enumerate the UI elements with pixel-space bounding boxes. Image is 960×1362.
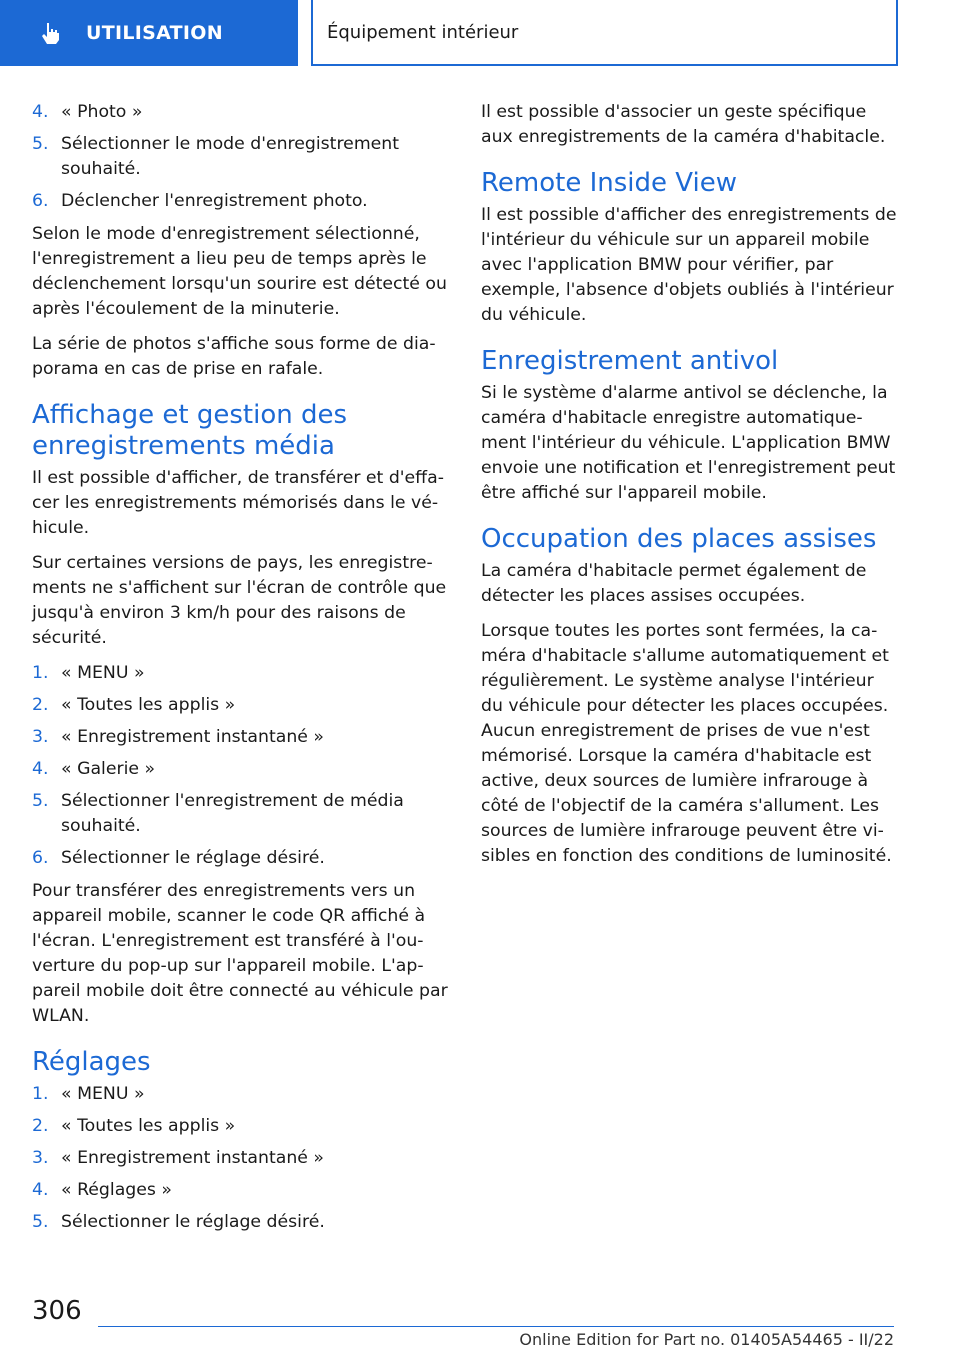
chapter-title: Équipement intérieur	[327, 21, 519, 43]
heading-affichage: Affichage et gestion des enregistrements média	[32, 400, 348, 461]
list-item: 2. « Toutes les applis »	[32, 695, 236, 715]
list-item: 5. Sélectionner le réglage désiré.	[32, 1212, 325, 1232]
paragraph: Selon le mode d'enregistrement sélectionné, l'enregistrement a lieu peu de temps après le déclenchement lorsqu'un sourire est détecté ou après l'écoulement de la minuterie.	[32, 224, 447, 319]
hand-pointer-icon	[38, 20, 64, 46]
list-item: 2. « Toutes les applis »	[32, 1116, 236, 1136]
list-item: 5. Sélectionner l'enregistrement de média souhaité.	[32, 791, 404, 836]
right-column	[481, 100, 899, 879]
list-item: 1. « MENU »	[32, 1084, 145, 1104]
page-number: 306	[32, 1296, 82, 1326]
edition-text: Online Edition for Part no. 01405A54465 - II/22	[519, 1330, 894, 1349]
list-item: 4. « Galerie »	[32, 759, 156, 779]
list-item: 5. Sélectionner le mode d'enregistrement souhaité.	[32, 134, 400, 179]
gallery-steps-list	[32, 661, 450, 871]
list-item: 3. « Enregistrement instantané »	[32, 727, 324, 747]
section-label: UTILISATION	[86, 22, 223, 44]
paragraph: Pour transférer des enregistrements vers un appareil mobile, scanner le code QR affiché à l'écran. L'enregistrement est transféré à l'ouverture du pop-up sur l'appareil mobile. L'appareil mobile doit être connecté au véhicule par WLAN.	[32, 881, 448, 1026]
footer-divider	[98, 1326, 894, 1327]
paragraph: Si le système d'alarme antivol se déclenche, la caméra d'habitacle enregistre automatiquement l'intérieur du véhicule. L'application BMW envoie une notification et l'enregistrement peut être affiché sur l'appareil mobile.	[481, 383, 896, 503]
list-item: 6. Sélectionner le réglage désiré.	[32, 848, 325, 868]
heading-remote-inside-view: Remote Inside View	[481, 168, 737, 198]
section-tab	[0, 0, 298, 66]
heading-occupation: Occupation des places assises	[481, 524, 877, 554]
heading-reglages: Réglages	[32, 1047, 151, 1077]
chapter-header	[311, 0, 898, 66]
list-item: 4. « Photo »	[32, 102, 143, 122]
list-item: 6. Déclencher l'enregistrement photo.	[32, 191, 368, 211]
paragraph: Il est possible d'afficher des enregistrements de l'intérieur du véhicule sur un appareil mobile avec l'application BMW pour vérifier, par exemple, l'absence d'objets oubliés à l'intérieur du véhicule.	[481, 205, 897, 325]
paragraph: Il est possible d'associer un geste spécifique aux enregistrements de la caméra d'habitacle.	[481, 102, 886, 147]
photo-steps-list	[32, 100, 450, 214]
paragraph: Sur certaines versions de pays, les enregistrements ne s'affichent sur l'écran de contrôle que jusqu'à environ 3 km/h pour des raisons de sécurité.	[32, 553, 447, 648]
list-item: 3. « Enregistrement instantané »	[32, 1148, 324, 1168]
paragraph: Il est possible d'afficher, de transférer et d'effacer les enregistrements mémorisés dans le véhicule.	[32, 468, 444, 538]
heading-antivol: Enregistrement antivol	[481, 346, 779, 376]
paragraph: La caméra d'habitacle permet également de détecter les places assises occupées.	[481, 561, 867, 606]
list-item: 1. « MENU »	[32, 663, 145, 683]
list-item: 4. « Réglages »	[32, 1180, 172, 1200]
settings-steps-list	[32, 1082, 450, 1235]
left-column	[32, 100, 450, 1243]
paragraph: Lorsque toutes les portes sont fermées, la caméra d'habitacle s'allume automatiquement et régulièrement. Le système analyse l'intérieur du véhicule pour détecter les places occupées. Aucun enregistrement de prises de vue n'est mémorisé. Lorsque la caméra d'habitacle est active, deux sources de lumière infrarouge à côté de l'objectif de la caméra s'allument. Les sources de lumière infrarouge peuvent être visibles en fonction des conditions de luminosité.	[481, 621, 892, 866]
paragraph: La série de photos s'affiche sous forme de diaporama en cas de prise en rafale.	[32, 334, 436, 379]
